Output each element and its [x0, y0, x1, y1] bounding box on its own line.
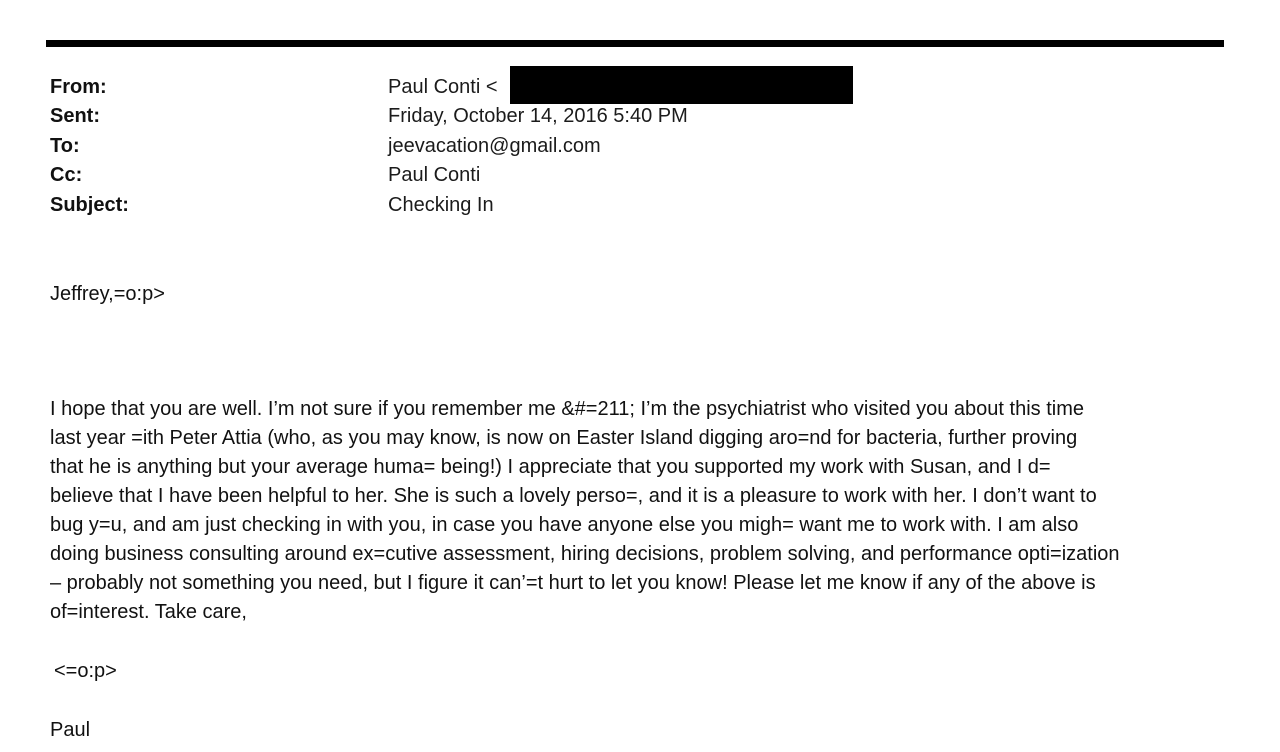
from-value: Paul Conti < [388, 76, 498, 98]
from-label: From: [50, 76, 107, 98]
message-paragraph [50, 395, 1230, 627]
sent-value: Friday, October 14, 2016 5:40 PM [388, 105, 688, 127]
sent-label: Sent: [50, 105, 100, 127]
spacer-tag-line: <=o:p> [54, 660, 117, 682]
redaction-box [510, 66, 853, 104]
paragraph-line: I hope that you are well. I’m not sure if you remember me &#=211; I’m the psychiatrist who visited you about this time [50, 398, 1085, 420]
header-subject-row [50, 191, 1220, 219]
paragraph-line: believe that I have been helpful to her. She is such a lovely perso=, and it is a pleasure to work with her. I don’t want to [50, 485, 1097, 507]
paragraph-line: bug y=u, and am just checking in with you, in case you have anyone else you migh= want me to work with. I am also [50, 514, 1079, 536]
subject-value: Checking In [388, 194, 494, 216]
paragraph-line: last year =ith Peter Attia (who, as you may know, is now on Easter Island digging aro=nd for bacteria, further proving [50, 427, 1078, 449]
header-to-row [50, 132, 1220, 160]
to-value: jeevacation@gmail.com [388, 135, 601, 157]
cc-value: Paul Conti [388, 164, 481, 186]
signature: Paul [50, 719, 91, 741]
top-divider-bar [46, 40, 1224, 47]
header-sent-row [50, 102, 1220, 130]
paragraph-line: – probably not something you need, but I figure it can’=t hurt to let you know! Please let me know if any of the above is [50, 572, 1096, 594]
greeting-line: Jeffrey,=o:p> [50, 283, 165, 305]
paragraph-line: that he is anything but your average huma= being!) I appreciate that you supported my work with Susan, and I d= [50, 456, 1051, 478]
paragraph-line: doing business consulting around ex=cutive assessment, hiring decisions, problem solving, and performance opti=ization [50, 543, 1120, 565]
cc-label: Cc: [50, 164, 83, 186]
header-cc-row [50, 161, 1220, 189]
subject-label: Subject: [50, 194, 129, 216]
to-label: To: [50, 135, 80, 157]
paragraph-line: of=interest. Take care, [50, 601, 247, 623]
